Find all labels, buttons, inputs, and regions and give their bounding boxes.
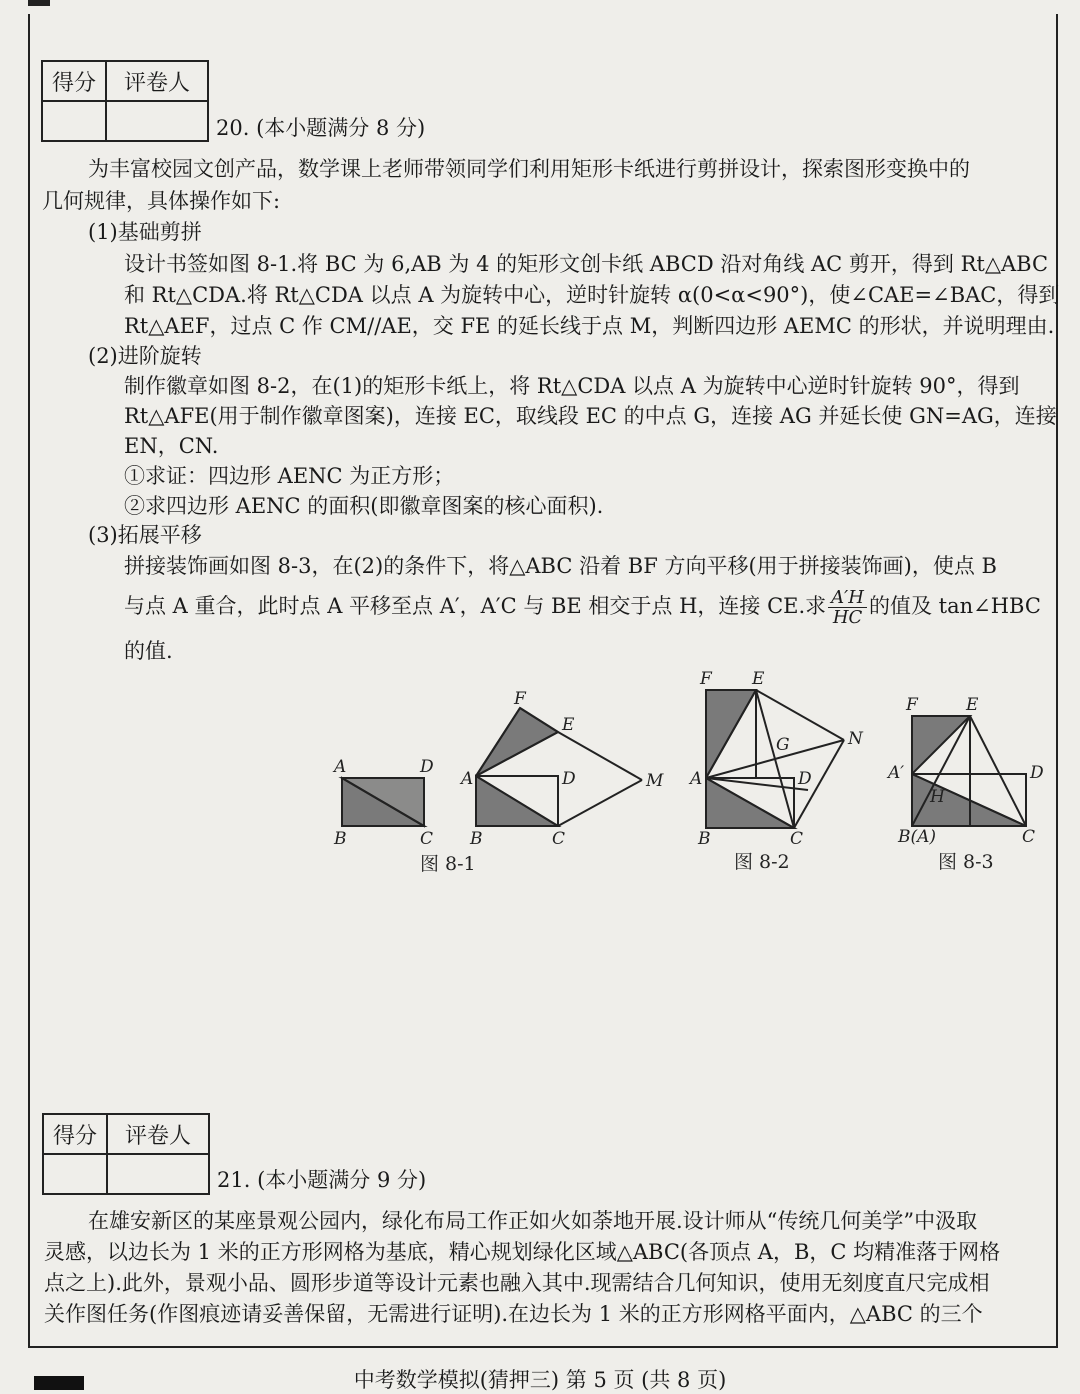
q21-heading: 21. (本小题满分 9 分) xyxy=(217,1168,427,1192)
fig2-label-a: A xyxy=(690,769,703,789)
q20-part1-line2: 和 Rt△CDA.将 Rt△CDA 以点 A 为旋转中心，逆时针旋转 α(0<α<90°)，使∠CAE=∠BAC，得到 xyxy=(124,283,1060,307)
score-cell[interactable] xyxy=(42,101,106,141)
fig3-label-e: E xyxy=(966,695,979,715)
fraction-numerator: A′H xyxy=(828,588,867,608)
score-label: 得分 xyxy=(42,61,106,101)
q20-part2-line1: 制作徽章如图 8-2，在(1)的矩形卡纸上，将 Rt△CDA 以点 A 为旋转中心逆时针旋转 90°，得到 xyxy=(124,374,1020,398)
fig3-label-a-prime: A′ xyxy=(888,763,905,783)
fig2-label-b: B xyxy=(698,829,711,849)
fig1-label-f: F xyxy=(514,689,526,709)
score-label: 得分 xyxy=(43,1114,107,1154)
score-box-21 xyxy=(42,1113,210,1195)
q20-part2-q1: ①求证：四边形 AENC 为正方形； xyxy=(124,464,455,488)
fig2-label-d: D xyxy=(798,769,812,789)
fig3-label-h: H xyxy=(930,787,945,807)
q20-part2-line2: Rt△AFE(用于制作徽章图案)，连接 EC，取线段 EC 的中点 G，连接 AG 并延长使 GN=AG，连接 xyxy=(124,404,1057,428)
q21-line3: 点之上).此外，景观小品、圆形步道等设计元素也融入其中.现需结合几何知识，使用无刻度直尺完成相 xyxy=(44,1271,990,1295)
q20-part2-line3: EN，CN. xyxy=(124,434,219,458)
q20-part3-line3: 的值. xyxy=(124,639,173,663)
fig1-label-e: E xyxy=(562,715,575,735)
fig2-label-n: N xyxy=(848,729,863,749)
q20-part3-title: (3)拓展平移 xyxy=(88,523,202,547)
fig3-label-f: F xyxy=(906,695,918,715)
figure-8-1-left xyxy=(342,778,424,826)
fraction-denominator: HC xyxy=(832,607,863,628)
fig1-label-c2: C xyxy=(552,829,566,849)
fig1-label-d: D xyxy=(420,757,434,777)
q20-part3-line2 xyxy=(124,588,1041,627)
figure-8-3 xyxy=(912,716,1026,826)
grader-cell[interactable] xyxy=(107,1154,209,1194)
top-mark xyxy=(28,0,50,6)
fig2-label-c: C xyxy=(790,829,804,849)
fig1-caption: 图 8-1 xyxy=(420,853,476,875)
fig3-label-c: C xyxy=(1022,827,1036,847)
fig3-caption: 图 8-3 xyxy=(938,851,994,873)
q20-heading: 20. (本小题满分 8 分) xyxy=(216,116,426,140)
figure-8-2 xyxy=(706,690,844,828)
ratio-fraction xyxy=(828,588,867,627)
fig2-label-e: E xyxy=(752,669,765,689)
q20-intro-line2: 几何规律，具体操作如下: xyxy=(42,189,281,213)
figure-8-1-right xyxy=(476,708,642,826)
grader-cell[interactable] xyxy=(106,101,208,141)
q20-part3-line2b: 的值及 tan∠HBC xyxy=(868,594,1041,618)
page-footer: 中考数学模拟(猜押三) 第 5 页 (共 8 页) xyxy=(353,1368,727,1392)
q20-part2-q2: ②求四边形 AENC 的面积(即徽章图案的核心面积). xyxy=(124,494,604,518)
q20-part1-line3: Rt△AEF，过点 C 作 CM//AE，交 FE 的延长线于点 M，判断四边形 AEMC 的形状，并说明理由. xyxy=(124,314,1055,338)
fig1-label-a: A xyxy=(334,757,347,777)
score-cell[interactable] xyxy=(43,1154,107,1194)
fig1-label-m: M xyxy=(646,771,664,791)
q20-part3-line2a: 与点 A 重合，此时点 A 平移至点 A′，A′C 与 BE 相交于点 H，连接 CE.求 xyxy=(124,594,827,618)
fig2-label-f: F xyxy=(700,669,712,689)
fig3-label-b-a: B(A) xyxy=(898,827,937,847)
q20-part2-title: (2)进阶旋转 xyxy=(88,344,202,368)
q20-part1-line1: 设计书签如图 8-1.将 BC 为 6,AB 为 4 的矩形文创卡纸 ABCD 沿对角线 AC 剪开，得到 Rt△ABC xyxy=(124,252,1049,276)
figures-area xyxy=(0,660,1080,880)
grader-label: 评卷人 xyxy=(106,61,208,101)
q21-line4: 关作图任务(作图痕迹请妥善保留，无需进行证明).在边长为 1 米的正方形网格平面内，△ABC 的三个 xyxy=(44,1302,983,1326)
fig1-label-b2: B xyxy=(470,829,483,849)
q20-part1-title: (1)基础剪拼 xyxy=(88,220,202,244)
fig1-label-b: B xyxy=(334,829,347,849)
fig1-label-c: C xyxy=(420,829,434,849)
fig2-caption: 图 8-2 xyxy=(734,851,790,873)
grader-label: 评卷人 xyxy=(107,1114,209,1154)
q20-part3-line1: 拼接装饰画如图 8-3，在(2)的条件下，将△ABC 沿着 BF 方向平移(用于拼接装饰画)，使点 B xyxy=(124,554,997,578)
fig1-label-a2: A xyxy=(461,769,474,789)
q20-intro-line1: 为丰富校园文创产品，数学课上老师带领同学们利用矩形卡纸进行剪拼设计，探索图形变换中的 xyxy=(88,157,970,181)
fig3-label-d: D xyxy=(1030,763,1044,783)
q21-line1: 在雄安新区的某座景观公园内，绿化布局工作正如火如荼地开展.设计师从“传统几何美学”中汲取 xyxy=(88,1209,978,1233)
fig1-label-d2: D xyxy=(562,769,576,789)
q21-line2: 灵感，以边长为 1 米的正方形网格为基底，精心规划绿化区域△ABC(各顶点 A，B，C 均精准落于网格 xyxy=(44,1240,1001,1264)
fig2-label-g: G xyxy=(776,735,790,755)
score-box-20 xyxy=(41,60,209,142)
